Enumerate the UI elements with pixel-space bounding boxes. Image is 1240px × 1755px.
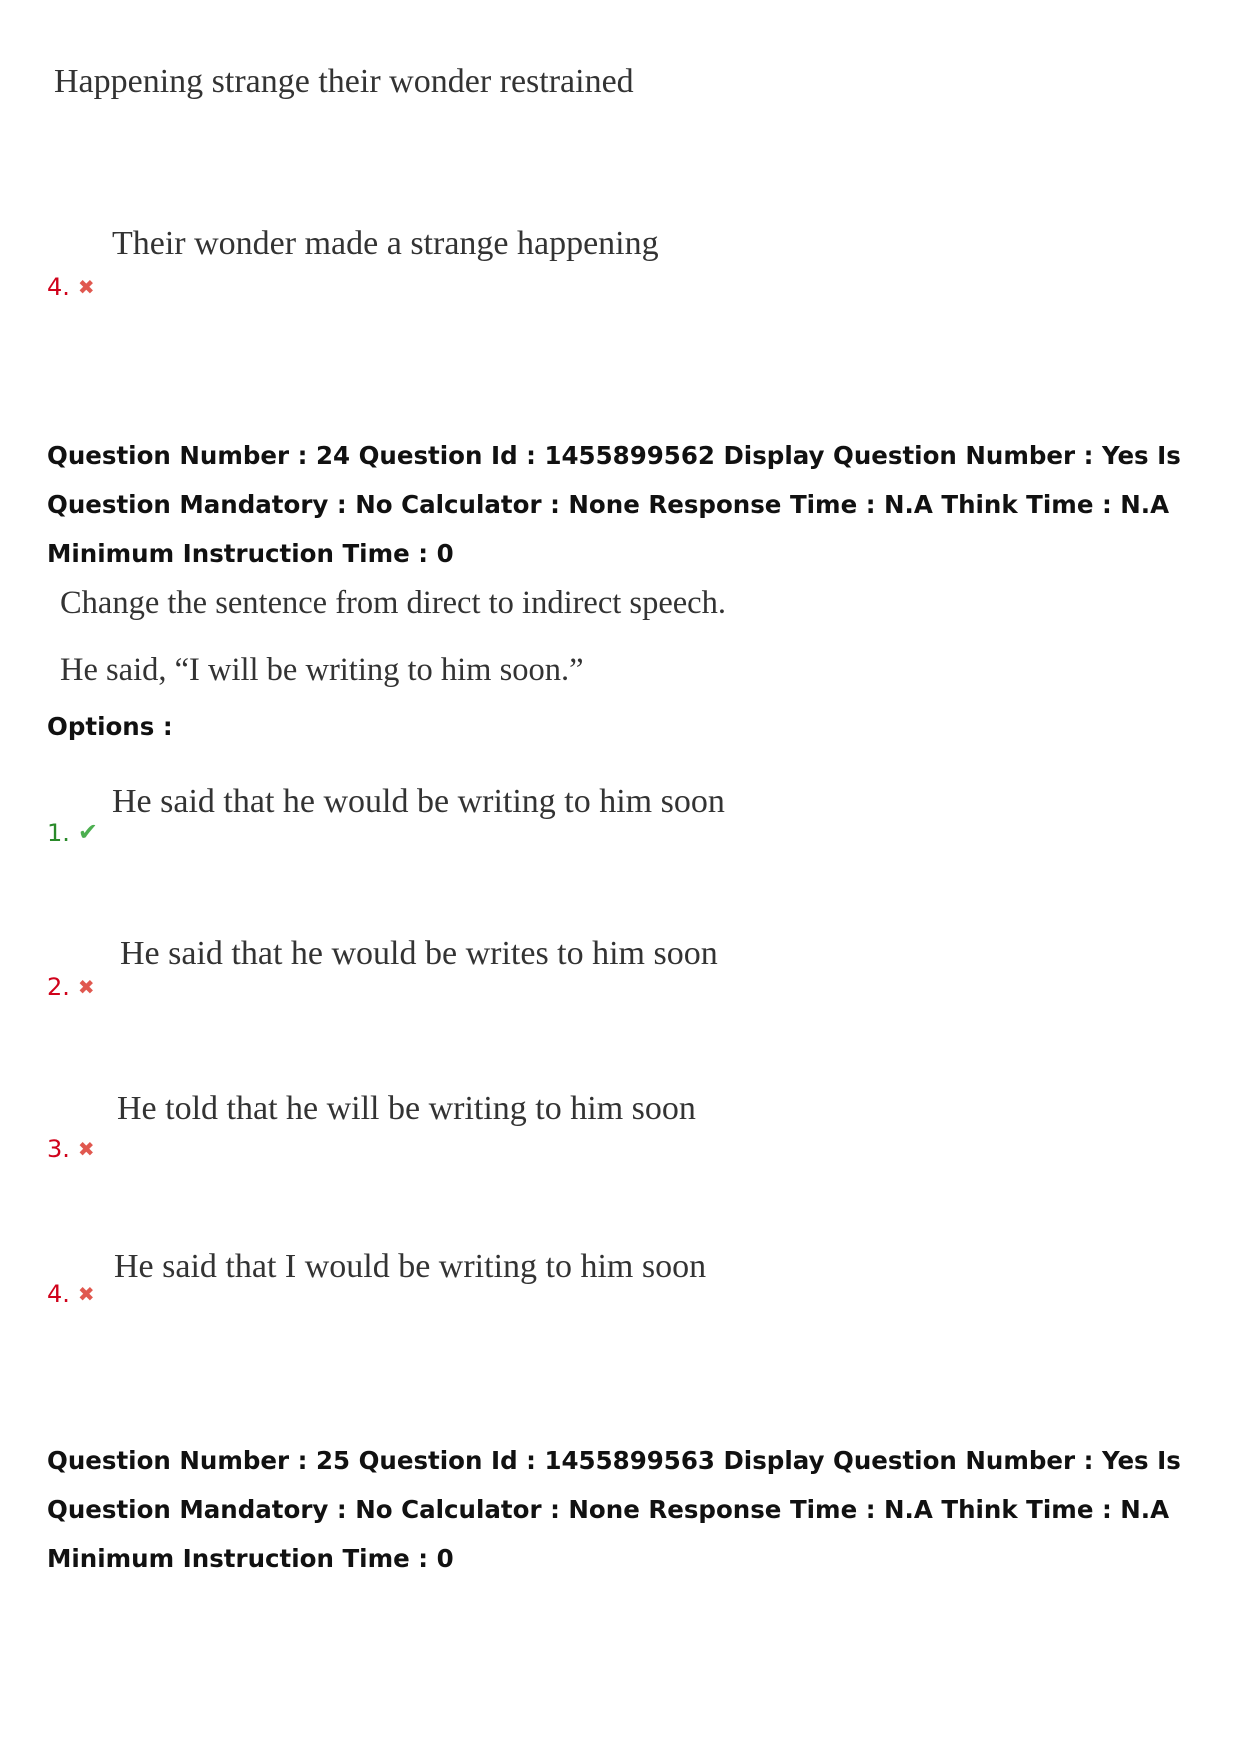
cross-icon: ✖ <box>77 275 95 299</box>
option-2-text: He said that he would be writes to him soon <box>120 935 718 972</box>
check-icon: ✔ <box>77 818 99 846</box>
option-4-label <box>47 1280 95 1308</box>
option-number: 2. <box>47 973 70 1001</box>
question-24-meta: Question Number : 24 Question Id : 1455899562 Display Question Number : Yes Is Question Mandatory : No Calculator : None Response Time : N.A Think Time : N.A Minimum Instruction Time : 0 <box>47 441 1181 568</box>
option-2-label <box>47 973 95 1001</box>
options-label: Options : <box>47 712 173 741</box>
option-3-label <box>47 1135 95 1163</box>
option-3-text: He told that he will be writing to him soon <box>117 1090 696 1127</box>
question-25-meta: Question Number : 25 Question Id : 1455899563 Display Question Number : Yes Is Question Mandatory : No Calculator : None Response Time : N.A Think Time : N.A Minimum Instruction Time : 0 <box>47 1446 1181 1573</box>
previous-option-4-text: Their wonder made a strange happening <box>112 225 659 262</box>
option-4-text: He said that I would be writing to him soon <box>114 1248 707 1285</box>
cross-icon: ✖ <box>77 1137 95 1161</box>
question-24-line-2: He said, “I will be writing to him soon.” <box>60 652 584 688</box>
question-24-line-1: Change the sentence from direct to indirect speech. <box>60 585 726 621</box>
option-number: 1. <box>47 819 70 847</box>
cross-icon: ✖ <box>77 1282 95 1306</box>
option-number: 3. <box>47 1135 70 1163</box>
option-1-text: He said that he would be writing to him soon <box>112 783 725 820</box>
cross-icon: ✖ <box>77 975 95 999</box>
option-1-label <box>47 818 98 847</box>
option-number: 4. <box>47 1280 70 1308</box>
option-number: 4. <box>47 273 70 301</box>
previous-option-3-text: Happening strange their wonder restrained <box>54 63 634 100</box>
previous-option-4-label <box>47 273 95 301</box>
